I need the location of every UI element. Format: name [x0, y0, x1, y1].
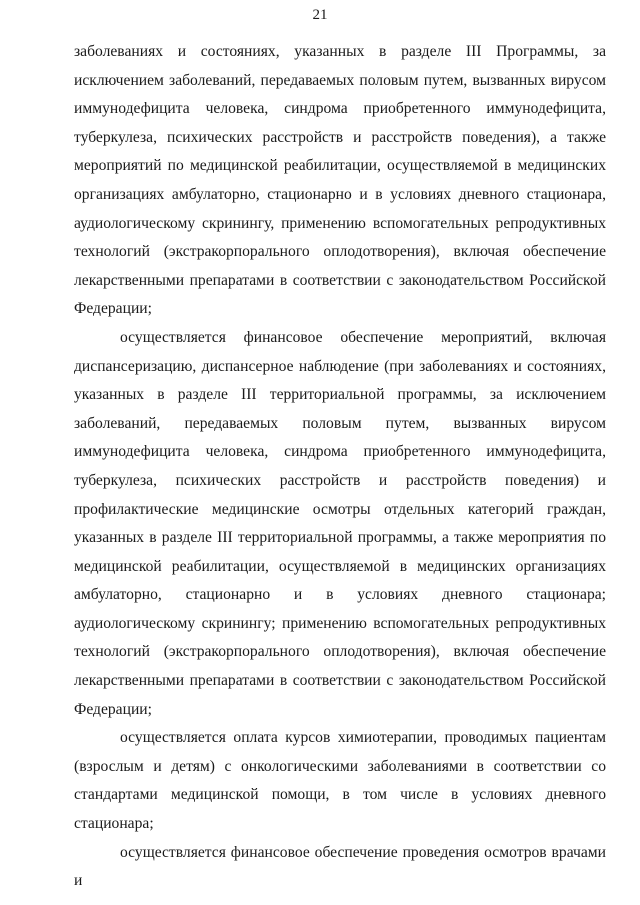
document-body	[74, 38, 606, 896]
paragraph-continuation: заболеваниях и состояниях, указанных в разделе III Программы, за исключением заболеваний, передаваемых половым путем, вызванных вирусом иммунодефицита человека, синдрома приобретенного иммунодефицита, туберкулеза, психических расстройств и расстройств поведения), а также мероприятий по медицинской реабилитации, осуществляемой в медицинских организациях амбулаторно, стационарно и в условиях дневного стационара, аудиологическому скринингу, применению вспомогательных репродуктивных технологий (экстракорпорального оплодотворения), включая обеспечение лекарственными препаратами в соответствии с законодательством Российской Федерации;	[74, 43, 606, 318]
paragraph-financing-activities: осуществляется финансовое обеспечение мероприятий, включая диспансеризацию, диспансерное наблюдение (при заболеваниях и состояниях, указанных в разделе III территориальной программы, за исключением заболеваний, передаваемых половым путем, вызванных вирусом иммунодефицита человека, синдрома приобретенного иммунодефицита, туберкулеза, психических расстройств и расстройств поведения) и профилактические медицинские осмотры отдельных категорий граждан, указанных в разделе III территориальной программы, а также мероприятия по медицинской реабилитации, осуществляемой в медицинских организациях амбулаторно, стационарно и в условиях дневного стационара; аудиологическому скринингу; применению вспомогательных репродуктивных технологий (экстракорпорального оплодотворения), включая обеспечение лекарственными препаратами в соответствии с законодательством Российской Федерации;	[74, 328, 606, 718]
paragraph-examinations: осуществляется финансовое обеспечение проведения осмотров врачами и	[74, 843, 606, 890]
paragraph-chemotherapy-payment: осуществляется оплата курсов химиотерапии, проводимых пациентам (взрослым и детям) с онкологическими заболеваниями в соответствии со стандартами медицинской помощи, в том числе в условиях дневного стационара;	[74, 729, 606, 833]
page-number: 21	[312, 7, 328, 23]
